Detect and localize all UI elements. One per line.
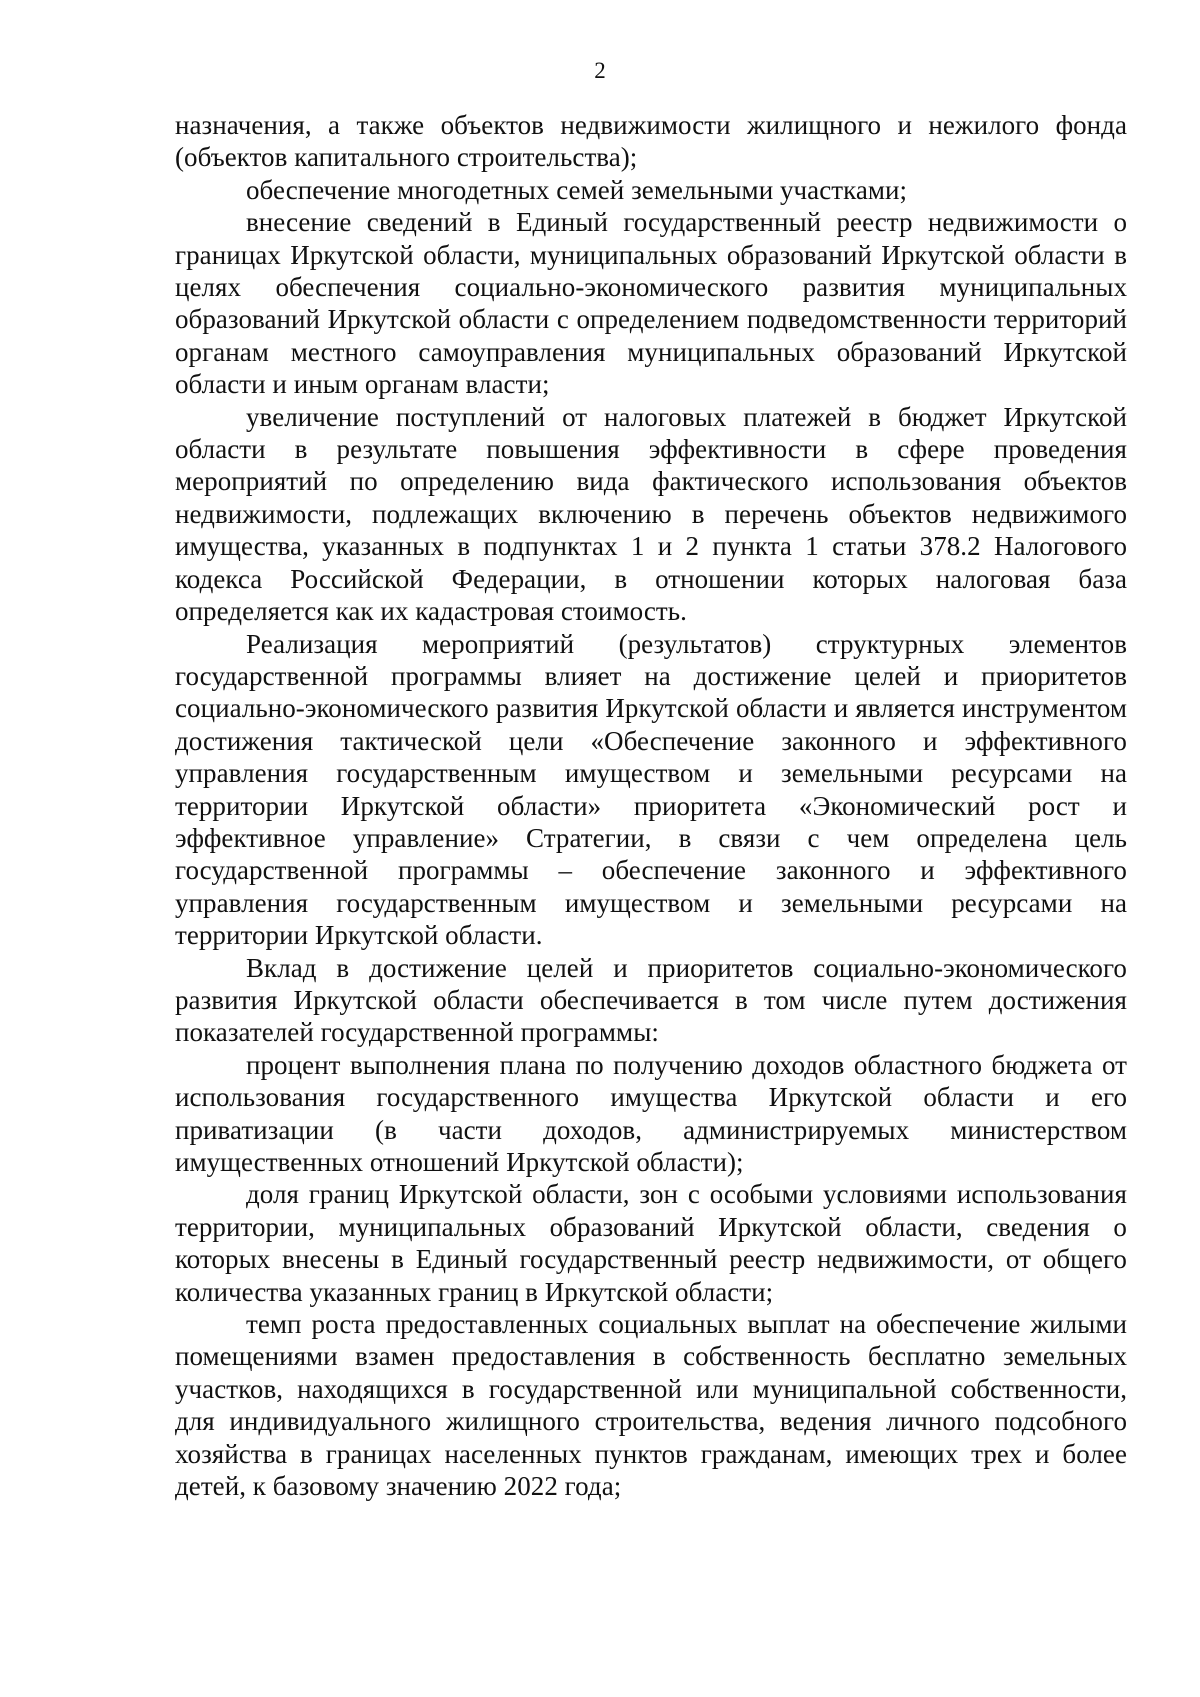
paragraph-program-goal: Реализация мероприятий (результатов) структурных элементов государственной программы влияет на достижение целей и приоритетов социально-экономического развития Иркутской области и является инструментом достижения тактической цели «Обеспечение законного и эффективного управления государственным имуществом и земельными ресурсами на территории Иркутской области» приоритета «Экономический рост и эффективное управление» Стратегии, в связи с чем определена цель государственной программы – обеспечение законного и эффективного управления государственным имуществом и земельными ресурсами на территории Иркутской области. (175, 628, 1127, 951)
paragraph-contribution: Вклад в достижение целей и приоритетов социально-экономического развития Иркутской области обеспечивается в том числе путем достижения показателей государственной программы: (175, 952, 1127, 1048)
paragraph-indicator-boundaries-share: доля границ Иркутской области, зон с особыми условиями использования территории, муниципальных образований Иркутской области, сведения о которых внесены в Единый государственный реестр недвижимости, от общего количества указанных границ в Иркутской области; (175, 1179, 1127, 1307)
page-number: 2 (594, 58, 606, 83)
document-body (175, 109, 1127, 1502)
paragraph-indicator-social-payments: темп роста предоставленных социальных выплат на обеспечение жилыми помещениями взамен предоставления в собственность бесплатно земельных участков, находящихся в государственной или муниципальной собственности, для индивидуального жилищного строительства, ведения личного подсобного хозяйства в границах населенных пунктов гражданам, имеющих трех и более детей, к базовому значению 2022 года; (175, 1309, 1127, 1502)
paragraph-continuation: назначения, а также объектов недвижимости жилищного и нежилого фонда (объектов капитального строительства); (175, 110, 1127, 173)
paragraph-tax-revenue: увеличение поступлений от налоговых платежей в бюджет Иркутской области в результате повышения эффективности в сфере проведения мероприятий по определению вида фактического использования объектов недвижимости, подлежащих включению в перечень объектов недвижимого имущества, указанных в подпунктах 1 и 2 пункта 1 статьи 378.2 Налогового кодекса Российской Федерации, в отношении которых налоговая база определяется как их кадастровая стоимость. (175, 401, 1127, 627)
paragraph-registry-boundaries: внесение сведений в Единый государственный реестр недвижимости о границах Иркутской области, муниципальных образований Иркутской области в целях обеспечения социально-экономического развития муниципальных образований Иркутской области с определением подведомственности территорий органам местного самоуправления муниципальных образований Иркутской области и иным органам власти; (175, 207, 1127, 400)
paragraph-large-families-land: обеспечение многодетных семей земельными участками; (246, 174, 908, 205)
paragraph-indicator-income-plan: процент выполнения плана по получению доходов областного бюджета от использования государственного имущества Иркутской области и его приватизации (в части доходов, администрируемых министерством имущественных отношений Иркутской области); (175, 1049, 1127, 1177)
